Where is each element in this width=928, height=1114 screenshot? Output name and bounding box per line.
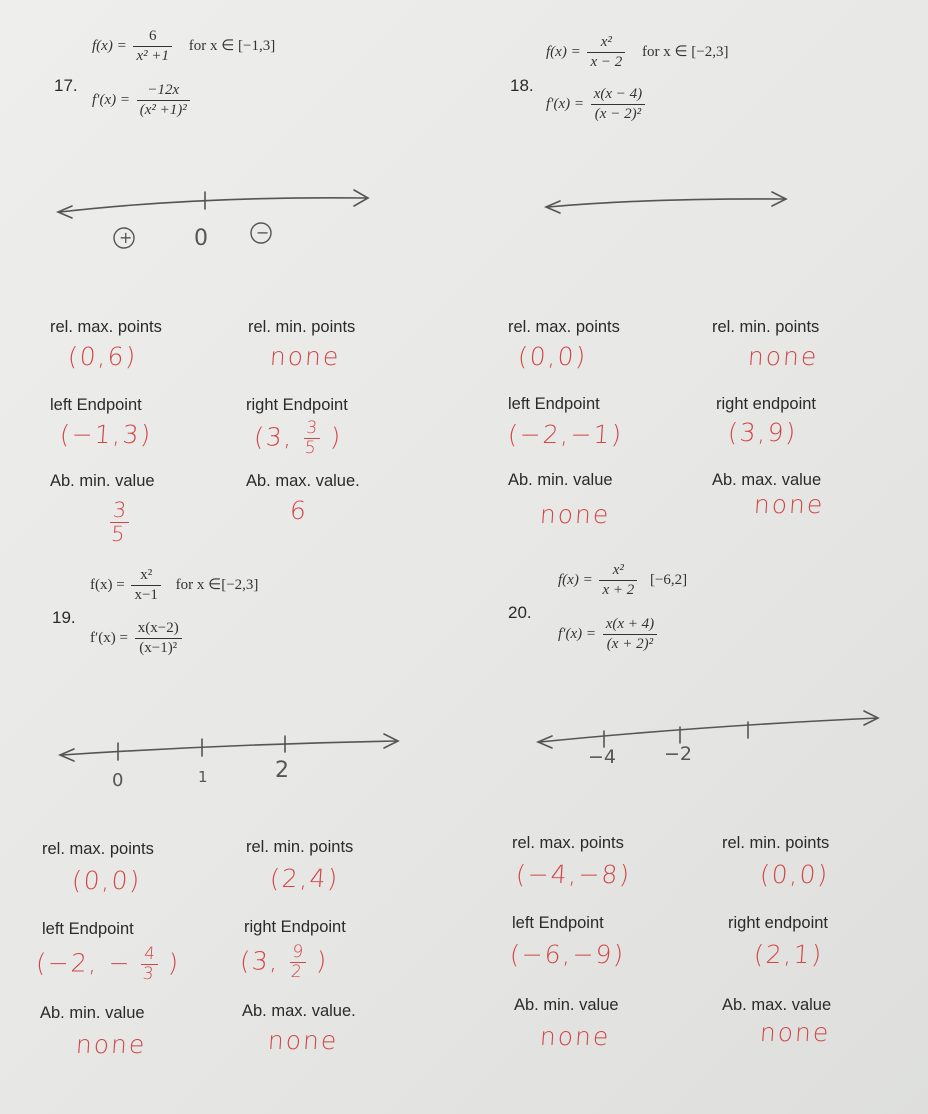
problem-number: 18.	[510, 76, 534, 95]
rel-max-answer: (0,0)	[516, 342, 589, 371]
derivative-fraction: $\frac{x(x-2)}{\text{(x−1)²}}$	[135, 620, 182, 657]
derivative-fraction: $\frac{x(x + 4)}{\text{(x + 2)²}}$	[603, 616, 657, 653]
left-endpoint-label: left Endpoint	[512, 914, 604, 932]
right-endpoint-answer: (3, $\frac{3}{5}$ )	[253, 418, 344, 458]
abs-max-label: Ab. max. value.	[242, 1002, 356, 1020]
number-line-18	[546, 192, 786, 213]
function-fraction: $\frac{6}{\text{x² +1}}$	[133, 28, 172, 65]
function-definition	[546, 34, 728, 71]
rel-min-answer: none	[746, 342, 820, 371]
number-line-20	[538, 711, 878, 748]
derivative-definition	[90, 620, 185, 657]
derivative-definition	[558, 616, 660, 653]
number-line-17	[58, 190, 368, 218]
left-endpoint-answer: (−2, − $\frac{4}{3}$ )	[35, 944, 182, 984]
function-fraction: $\frac{\text{x²}}{x + 2}$	[599, 562, 637, 599]
rel-min-label: rel. min. points	[246, 838, 354, 856]
tick-label-2: 2	[275, 758, 289, 783]
problem-number: 17.	[54, 76, 78, 95]
rel-max-answer: (0,6)	[66, 342, 139, 371]
function-lhs: f(x) =	[558, 571, 593, 588]
derivative-fraction: $\frac{x(x - 4)}{\text{(x − 2)²}}$	[591, 86, 645, 123]
abs-min-answer: none	[538, 1022, 612, 1051]
derivative-lhs: f′(x) =	[90, 629, 128, 646]
right-endpoint-answer: (3,9)	[726, 418, 799, 447]
right-endpoint-label: right endpoint	[716, 395, 816, 413]
derivative-lhs: f′(x) =	[546, 95, 584, 112]
right-endpoint-label: right endpoint	[728, 914, 828, 932]
tick-label-1: 1	[198, 768, 208, 786]
number-line-19	[60, 734, 398, 761]
right-endpoint-answer: (2,1)	[752, 940, 825, 969]
abs-min-label: Ab. min. value	[40, 1004, 145, 1022]
abs-min-answer: none	[74, 1030, 148, 1059]
abs-max-answer: none	[752, 490, 826, 519]
interval: for x ∈[−2,3]	[175, 576, 259, 593]
abs-max-label: Ab. max. value	[722, 996, 832, 1014]
rel-max-label: rel. max. points	[42, 840, 154, 858]
left-endpoint-label: left Endpoint	[42, 920, 134, 938]
interval: [−6,2]	[649, 571, 688, 588]
abs-max-answer: none	[266, 1026, 340, 1055]
rel-max-answer: (−4,−8)	[514, 860, 633, 889]
function-lhs: f(x) =	[546, 43, 581, 60]
derivative-lhs: f′(x) =	[92, 91, 130, 108]
abs-min-label: Ab. min. value	[514, 996, 619, 1014]
plus-sign: +	[119, 228, 133, 247]
rel-max-label: rel. max. points	[512, 834, 624, 852]
tick-label-neg2: −2	[664, 743, 693, 765]
right-endpoint-label: right Endpoint	[244, 918, 346, 936]
left-endpoint-answer: (−2,−1)	[506, 420, 625, 449]
interval: for x ∈ [−2,3]	[641, 43, 729, 60]
derivative-definition	[546, 86, 648, 123]
abs-min-label: Ab. min. value	[508, 471, 613, 489]
function-definition	[558, 562, 687, 599]
abs-min-answer: $\frac{3}{5}$	[110, 498, 130, 546]
abs-max-answer: 6	[288, 496, 309, 525]
rel-max-label: rel. max. points	[508, 318, 620, 336]
minus-sign: −	[256, 223, 270, 242]
problem-number: 19.	[52, 608, 76, 627]
rel-min-answer: (2,4)	[268, 864, 341, 893]
derivative-lhs: f′(x) =	[558, 625, 596, 642]
rel-min-label: rel. min. points	[722, 834, 830, 852]
left-endpoint-answer: (−6,−9)	[508, 940, 627, 969]
tick-label-0: 0	[112, 770, 124, 791]
right-endpoint-answer: (3, $\frac{9}{2}$ )	[239, 942, 330, 982]
function-lhs: f(x) =	[92, 37, 127, 54]
rel-max-label: rel. max. points	[50, 318, 162, 336]
interval: for x ∈ [−1,3]	[188, 37, 276, 54]
rel-min-answer: (0,0)	[758, 860, 831, 889]
problem-number: 20.	[508, 603, 532, 622]
derivative-definition	[92, 82, 193, 119]
rel-min-answer: none	[268, 342, 342, 371]
abs-min-answer: none	[538, 500, 612, 529]
rel-min-label: rel. min. points	[712, 318, 820, 336]
critical-point-label: 0	[194, 226, 208, 251]
right-endpoint-label: right Endpoint	[246, 396, 348, 414]
function-definition	[92, 28, 275, 65]
left-endpoint-label: left Endpoint	[508, 395, 600, 413]
function-fraction: $\frac{\text{x²}}{x - 2}$	[587, 34, 625, 71]
function-fraction: $\frac{\text{x²}}{x-1}$	[131, 567, 160, 604]
abs-max-label: Ab. max. value	[712, 471, 822, 489]
rel-min-label: rel. min. points	[248, 318, 356, 336]
abs-max-label: Ab. max. value.	[246, 472, 360, 490]
left-endpoint-answer: (−1,3)	[58, 420, 154, 449]
abs-max-answer: none	[758, 1018, 832, 1047]
abs-min-label: Ab. min. value	[50, 472, 155, 490]
derivative-fraction: $\frac{-12x}{\text{(x² +1)²}}$	[137, 82, 190, 119]
tick-label-neg4: −4	[588, 746, 617, 768]
left-endpoint-label: left Endpoint	[50, 396, 142, 414]
function-definition	[90, 567, 258, 604]
function-lhs: f(x) =	[90, 576, 125, 593]
rel-max-answer: (0,0)	[70, 866, 143, 895]
